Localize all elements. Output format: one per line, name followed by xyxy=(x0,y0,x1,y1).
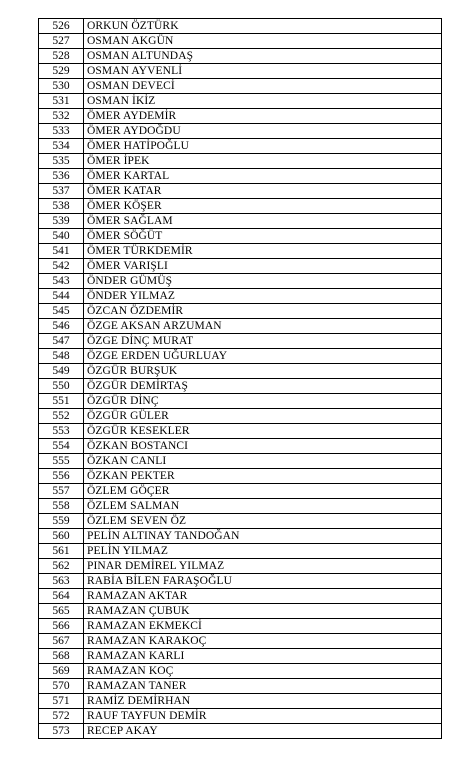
table-row xyxy=(39,424,442,439)
row-number: 544 xyxy=(39,289,84,304)
person-name: ÖMER KARTAL xyxy=(84,169,442,184)
table-row xyxy=(39,649,442,664)
row-number: 533 xyxy=(39,124,84,139)
table-row xyxy=(39,94,442,109)
person-name: ÖZGÜR DEMİRTAŞ xyxy=(84,379,442,394)
person-name: RAMİZ DEMİRHAN xyxy=(84,694,442,709)
table-row xyxy=(39,244,442,259)
person-name: OSMAN AKGÜN xyxy=(84,34,442,49)
table-row xyxy=(39,559,442,574)
table-row xyxy=(39,229,442,244)
person-name: ÖZGÜR KESEKLER xyxy=(84,424,442,439)
row-number: 561 xyxy=(39,544,84,559)
person-name: ÖZLEM SALMAN xyxy=(84,499,442,514)
person-name: ÖMER SÖĞÜT xyxy=(84,229,442,244)
table-row xyxy=(39,289,442,304)
person-name: ÖZKAN PEKTER xyxy=(84,469,442,484)
table-row xyxy=(39,259,442,274)
table-row xyxy=(39,334,442,349)
person-name: ÖZGE AKSAN ARZUMAN xyxy=(84,319,442,334)
row-number: 554 xyxy=(39,439,84,454)
table-row xyxy=(39,664,442,679)
table-row xyxy=(39,349,442,364)
person-name: ÖZCAN ÖZDEMİR xyxy=(84,304,442,319)
table-row xyxy=(39,469,442,484)
table-row xyxy=(39,724,442,739)
person-name: ÖZKAN BOSTANCI xyxy=(84,439,442,454)
table-row xyxy=(39,274,442,289)
table-row xyxy=(39,124,442,139)
table-row xyxy=(39,499,442,514)
person-name: ÖZGE DİNÇ MURAT xyxy=(84,334,442,349)
row-number: 537 xyxy=(39,184,84,199)
table-row xyxy=(39,544,442,559)
row-number: 545 xyxy=(39,304,84,319)
table-row xyxy=(39,679,442,694)
table-row xyxy=(39,364,442,379)
person-name: ÖMER TÜRKDEMİR xyxy=(84,244,442,259)
person-name: ÖMER KÖŞER xyxy=(84,199,442,214)
table-row xyxy=(39,589,442,604)
person-name: PINAR DEMİREL YILMAZ xyxy=(84,559,442,574)
row-number: 560 xyxy=(39,529,84,544)
person-name: PELİN YILMAZ xyxy=(84,544,442,559)
person-name: ÖMER VARIŞLI xyxy=(84,259,442,274)
person-name: ÖNDER YILMAZ xyxy=(84,289,442,304)
person-name: ÖMER SAĞLAM xyxy=(84,214,442,229)
row-number: 566 xyxy=(39,619,84,634)
row-number: 541 xyxy=(39,244,84,259)
person-name: ÖZGÜR GÜLER xyxy=(84,409,442,424)
row-number: 535 xyxy=(39,154,84,169)
row-number: 563 xyxy=(39,574,84,589)
table-row xyxy=(39,634,442,649)
row-number: 556 xyxy=(39,469,84,484)
table-row xyxy=(39,64,442,79)
person-name: RAMAZAN KOÇ xyxy=(84,664,442,679)
row-number: 555 xyxy=(39,454,84,469)
row-number: 540 xyxy=(39,229,84,244)
person-name: ÖNDER GÜMÜŞ xyxy=(84,274,442,289)
row-number: 526 xyxy=(39,19,84,34)
table-row xyxy=(39,34,442,49)
table-row xyxy=(39,109,442,124)
row-number: 549 xyxy=(39,364,84,379)
name-list-table xyxy=(38,18,442,739)
row-number: 538 xyxy=(39,199,84,214)
table-row xyxy=(39,604,442,619)
person-name: RECEP AKAY xyxy=(84,724,442,739)
table-row xyxy=(39,574,442,589)
row-number: 567 xyxy=(39,634,84,649)
person-name: ÖMER HATİPOĞLU xyxy=(84,139,442,154)
person-name: ÖZLEM SEVEN ÖZ xyxy=(84,514,442,529)
row-number: 528 xyxy=(39,49,84,64)
table-row xyxy=(39,214,442,229)
row-number: 547 xyxy=(39,334,84,349)
person-name: ÖZGE ERDEN UĞURLUAY xyxy=(84,349,442,364)
person-name: RAMAZAN KARAKOÇ xyxy=(84,634,442,649)
row-number: 569 xyxy=(39,664,84,679)
table-row xyxy=(39,709,442,724)
person-name: OSMAN İKİZ xyxy=(84,94,442,109)
person-name: ÖMER AYDOĞDU xyxy=(84,124,442,139)
person-name: OSMAN ALTUNDAŞ xyxy=(84,49,442,64)
row-number: 570 xyxy=(39,679,84,694)
row-number: 529 xyxy=(39,64,84,79)
table-row xyxy=(39,199,442,214)
table-row xyxy=(39,49,442,64)
row-number: 557 xyxy=(39,484,84,499)
person-name: ÖZGÜR BURŞUK xyxy=(84,364,442,379)
person-name: OSMAN AYVENLİ xyxy=(84,64,442,79)
row-number: 573 xyxy=(39,724,84,739)
person-name: ÖMER İPEK xyxy=(84,154,442,169)
row-number: 564 xyxy=(39,589,84,604)
row-number: 553 xyxy=(39,424,84,439)
row-number: 568 xyxy=(39,649,84,664)
table-row xyxy=(39,169,442,184)
person-name: OSMAN DEVECİ xyxy=(84,79,442,94)
row-number: 546 xyxy=(39,319,84,334)
row-number: 532 xyxy=(39,109,84,124)
table-row xyxy=(39,394,442,409)
person-name: RAMAZAN AKTAR xyxy=(84,589,442,604)
row-number: 552 xyxy=(39,409,84,424)
row-number: 531 xyxy=(39,94,84,109)
row-number: 527 xyxy=(39,34,84,49)
table-row xyxy=(39,484,442,499)
table-row xyxy=(39,439,442,454)
table-row xyxy=(39,514,442,529)
person-name: RABİA BİLEN FARAŞOĞLU xyxy=(84,574,442,589)
table-row xyxy=(39,319,442,334)
row-number: 539 xyxy=(39,214,84,229)
row-number: 534 xyxy=(39,139,84,154)
row-number: 536 xyxy=(39,169,84,184)
row-number: 572 xyxy=(39,709,84,724)
table-row xyxy=(39,304,442,319)
row-number: 551 xyxy=(39,394,84,409)
person-name: ÖZKAN CANLI xyxy=(84,454,442,469)
row-number: 562 xyxy=(39,559,84,574)
row-number: 548 xyxy=(39,349,84,364)
person-name: RAUF TAYFUN DEMİR xyxy=(84,709,442,724)
person-name: ÖMER KATAR xyxy=(84,184,442,199)
person-name: RAMAZAN KARLI xyxy=(84,649,442,664)
person-name: ÖZGÜR DİNÇ xyxy=(84,394,442,409)
row-number: 530 xyxy=(39,79,84,94)
person-name: ORKUN ÖZTÜRK xyxy=(84,19,442,34)
person-name: ÖZLEM GÖÇER xyxy=(84,484,442,499)
name-list-body xyxy=(39,19,442,739)
table-row xyxy=(39,409,442,424)
table-row xyxy=(39,619,442,634)
row-number: 542 xyxy=(39,259,84,274)
person-name: RAMAZAN EKMEKCİ xyxy=(84,619,442,634)
table-row xyxy=(39,139,442,154)
table-row xyxy=(39,184,442,199)
table-row xyxy=(39,454,442,469)
person-name: ÖMER AYDEMİR xyxy=(84,109,442,124)
row-number: 558 xyxy=(39,499,84,514)
row-number: 571 xyxy=(39,694,84,709)
row-number: 550 xyxy=(39,379,84,394)
row-number: 565 xyxy=(39,604,84,619)
table-row xyxy=(39,154,442,169)
table-row xyxy=(39,379,442,394)
person-name: PELİN ALTINAY TANDOĞAN xyxy=(84,529,442,544)
table-row xyxy=(39,529,442,544)
table-row xyxy=(39,694,442,709)
row-number: 543 xyxy=(39,274,84,289)
table-row xyxy=(39,19,442,34)
person-name: RAMAZAN TANER xyxy=(84,679,442,694)
person-name: RAMAZAN ÇUBUK xyxy=(84,604,442,619)
row-number: 559 xyxy=(39,514,84,529)
table-row xyxy=(39,79,442,94)
